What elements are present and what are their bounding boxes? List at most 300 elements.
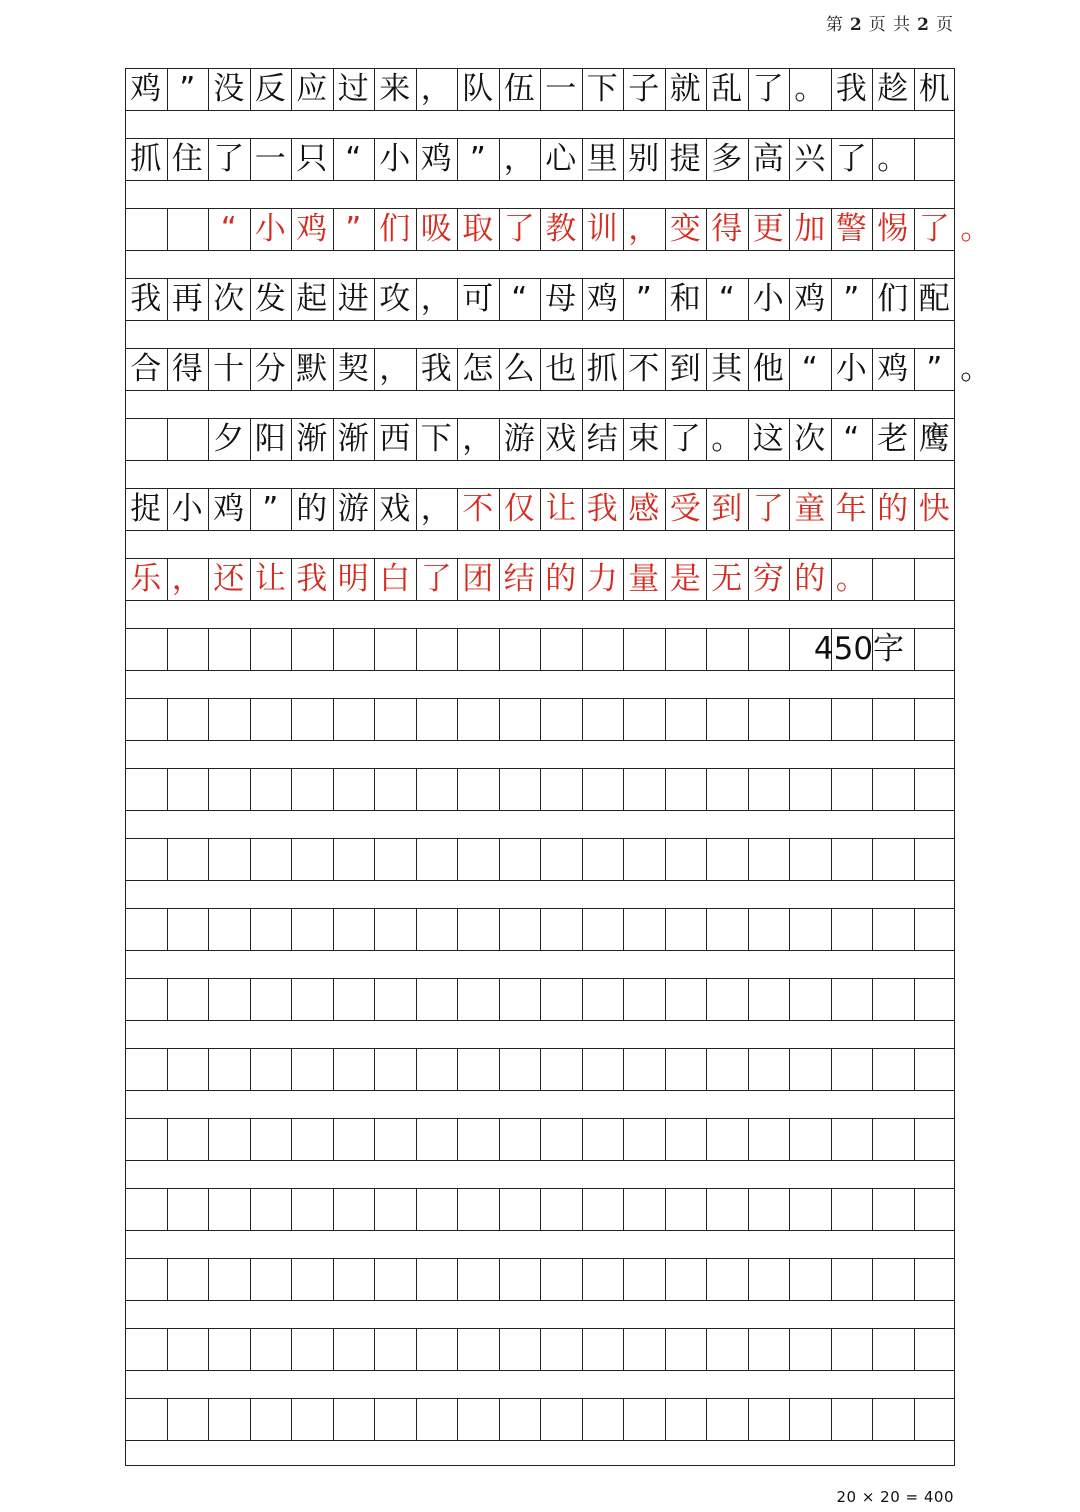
grid-row: [125, 488, 955, 530]
grid-cell: 戏: [545, 421, 577, 457]
grid-cell: 渐: [337, 421, 369, 457]
grid-cell: 鸡: [877, 351, 909, 387]
cell-divider: [623, 698, 624, 740]
cell-divider: [167, 1188, 168, 1230]
grid-cell: “: [511, 281, 528, 317]
grid-cell: 变: [669, 211, 701, 247]
cell-divider: [540, 1258, 541, 1300]
cell-divider: [499, 838, 500, 880]
grid-cell: 么: [503, 351, 535, 387]
cell-divider: [748, 1258, 749, 1300]
cell-divider: [582, 1188, 583, 1230]
cell-divider: [872, 1398, 873, 1440]
cell-divider: [291, 1258, 292, 1300]
grid-cell: 年: [835, 491, 867, 527]
cell-divider: [706, 628, 707, 670]
grid-cell: 十: [213, 351, 245, 387]
cell-divider: [872, 908, 873, 950]
total-pages: 2: [917, 15, 930, 35]
grid-cell: ”: [635, 281, 652, 317]
cell-divider: [374, 1258, 375, 1300]
grid-cell: 游: [337, 491, 369, 527]
grid-row: [125, 68, 955, 110]
cell-divider: [748, 838, 749, 880]
row-bottom-line: [125, 1090, 955, 1091]
grid-cell: 加: [794, 211, 826, 247]
grid-size-footer: 20 × 20 = 400: [836, 1488, 954, 1506]
grid-cell: 束: [628, 421, 660, 457]
grid-cell: 阳: [254, 421, 286, 457]
cell-divider: [167, 628, 168, 670]
cell-divider: [291, 628, 292, 670]
grid-cell: 这: [752, 421, 784, 457]
grid-cell: ”: [262, 491, 279, 527]
grid-cell: 结: [586, 421, 618, 457]
cell-divider: [540, 628, 541, 670]
cell-divider: [250, 1048, 251, 1090]
row-bottom-line: [125, 320, 955, 321]
grid-cell: 了: [503, 211, 535, 247]
grid-cell: 小: [835, 351, 867, 387]
grid-cell: ”: [345, 211, 362, 247]
cell-divider: [914, 1118, 915, 1160]
cell-divider: [250, 908, 251, 950]
cell-divider: [872, 978, 873, 1020]
cell-divider: [789, 768, 790, 810]
row-bottom-line: [125, 250, 955, 251]
cell-divider: [914, 698, 915, 740]
grid-cell: 惕: [877, 211, 909, 247]
cell-divider: [831, 768, 832, 810]
cell-divider: [416, 768, 417, 810]
cell-divider: [374, 1188, 375, 1230]
cell-divider: [457, 768, 458, 810]
cell-divider: [457, 838, 458, 880]
cell-divider: [831, 698, 832, 740]
cell-divider: [914, 1188, 915, 1230]
cell-divider: [665, 908, 666, 950]
grid-cell: 配: [918, 281, 950, 317]
cell-divider: [250, 1398, 251, 1440]
grid-cell: 鹰: [918, 421, 950, 457]
grid-cell: 警: [835, 211, 867, 247]
grid-row: [125, 208, 992, 250]
grid-cell: ”: [843, 281, 860, 317]
cell-divider: [748, 1048, 749, 1090]
row-bottom-line: [125, 1160, 955, 1161]
cell-divider: [665, 1188, 666, 1230]
grid-cell: 了: [752, 491, 784, 527]
grid-cell: 小: [752, 281, 784, 317]
cell-divider: [582, 908, 583, 950]
grid-cell: 鸡: [586, 281, 618, 317]
cell-divider: [167, 698, 168, 740]
cell-divider: [208, 908, 209, 950]
grid-row: [125, 908, 955, 950]
cell-divider: [416, 1328, 417, 1370]
cell-divider: [457, 1118, 458, 1160]
cell-divider: [374, 1328, 375, 1370]
grid-cell: 抓: [130, 141, 162, 177]
cell-divider: [374, 838, 375, 880]
cell-divider: [291, 1048, 292, 1090]
cell-divider: [914, 838, 915, 880]
grid-cell: 起: [296, 281, 328, 317]
grid-cell: ，: [503, 141, 535, 177]
cell-divider: [789, 978, 790, 1020]
row-bottom-line: [125, 180, 955, 181]
cell-divider: [706, 1258, 707, 1300]
grid-cell: ，: [462, 421, 494, 457]
cell-divider: [333, 1258, 334, 1300]
grid-cell: 快: [918, 491, 950, 527]
row-bottom-line: [125, 950, 955, 951]
grid-cell: 力: [586, 561, 618, 597]
grid-cell: 是: [669, 561, 701, 597]
grid-cell: 应: [296, 71, 328, 107]
cell-divider: [748, 628, 749, 670]
grid-cell: 母: [545, 281, 577, 317]
cell-divider: [374, 1398, 375, 1440]
cell-divider: [706, 908, 707, 950]
cell-divider: [291, 1398, 292, 1440]
cell-divider: [914, 1048, 915, 1090]
grid-cell: 一: [254, 141, 286, 177]
grid-cell: 的: [877, 491, 909, 527]
cell-divider: [167, 1258, 168, 1300]
cell-divider: [872, 1048, 873, 1090]
grid-cell: 鸡: [130, 71, 162, 107]
grid-cell: 到: [669, 351, 701, 387]
cell-divider: [374, 978, 375, 1020]
cell-divider: [208, 628, 209, 670]
grid-cell: 的: [794, 561, 826, 597]
grid-cell: 无: [711, 561, 743, 597]
grid-cell: 攻: [379, 281, 411, 317]
cell-divider: [665, 978, 666, 1020]
grid-cell: 让: [545, 491, 577, 527]
cell-divider: [706, 978, 707, 1020]
cell-divider: [582, 838, 583, 880]
cell-divider: [540, 1048, 541, 1090]
cell-divider: [706, 1328, 707, 1370]
cell-divider: [333, 768, 334, 810]
grid-cell: 捉: [130, 491, 162, 527]
grid-cell: 夕: [213, 421, 245, 457]
grid-cell: 们: [379, 211, 411, 247]
cell-divider: [333, 698, 334, 740]
cell-divider: [831, 1188, 832, 1230]
grid-cell: 了: [420, 561, 452, 597]
grid-cell: “: [345, 141, 362, 177]
grid-cell: 我: [130, 281, 162, 317]
cell-divider: [499, 1328, 500, 1370]
cell-divider: [831, 1118, 832, 1160]
grid-cell: 过: [337, 71, 369, 107]
cell-divider: [167, 978, 168, 1020]
cell-divider: [499, 698, 500, 740]
grid-row: [125, 978, 955, 1020]
cell-divider: [623, 978, 624, 1020]
grid-cell: 不: [462, 491, 494, 527]
cell-divider: [623, 1328, 624, 1370]
grid-cell: 多: [711, 141, 743, 177]
grid-cell: ，: [171, 561, 203, 597]
grid-cell: 。: [960, 211, 992, 247]
cell-divider: [333, 838, 334, 880]
grid-row: [125, 698, 955, 740]
row-bottom-line: [125, 390, 955, 391]
grid-cell: 其: [711, 351, 743, 387]
cell-divider: [789, 698, 790, 740]
grid-cell: ，: [420, 281, 452, 317]
cell-divider: [416, 838, 417, 880]
cell-divider: [250, 1118, 251, 1160]
grid-cell: 鸡: [296, 211, 328, 247]
cell-divider: [831, 978, 832, 1020]
grid-row: [125, 278, 955, 320]
grid-cell: 。: [877, 141, 909, 177]
grid-cell: 到: [711, 491, 743, 527]
grid-cell: 吸: [420, 211, 452, 247]
cell-divider: [831, 1328, 832, 1370]
grid-cell: 我: [835, 71, 867, 107]
cell-divider: [416, 628, 417, 670]
cell-divider: [623, 838, 624, 880]
cell-divider: [457, 1328, 458, 1370]
cell-divider: [457, 908, 458, 950]
grid-cell: 我: [586, 491, 618, 527]
grid-cell: 心: [545, 141, 577, 177]
grid-cell: [125, 208, 167, 250]
row-bottom-line: [125, 1370, 955, 1371]
grid-cell: 一: [545, 71, 577, 107]
grid-cell: 。: [960, 351, 992, 387]
cell-divider: [706, 838, 707, 880]
grid-row: [125, 418, 955, 460]
grid-row: [125, 1118, 955, 1160]
cell-divider: [831, 1258, 832, 1300]
grid-cell: ”: [926, 351, 943, 387]
grid-cell: 小: [254, 211, 286, 247]
grid-cell: 穷: [752, 561, 784, 597]
grid-row: [125, 838, 955, 880]
grid-cell: 进: [337, 281, 369, 317]
grid-cell: 童: [794, 491, 826, 527]
grid-cell: 还: [213, 561, 245, 597]
row-bottom-line: [125, 1020, 955, 1021]
cell-divider: [789, 628, 790, 670]
cell-divider: [789, 1258, 790, 1300]
grid-cell: 兴: [794, 141, 826, 177]
grid-cell: 机: [918, 71, 950, 107]
cell-divider: [914, 628, 915, 670]
grid-cell: [125, 418, 167, 460]
cell-divider: [706, 1118, 707, 1160]
cell-divider: [914, 768, 915, 810]
cell-divider: [250, 768, 251, 810]
grid-cell: 没: [213, 71, 245, 107]
grid-cell: 明: [337, 561, 369, 597]
cell-divider: [623, 1118, 624, 1160]
grid-cell: 乐: [130, 561, 162, 597]
cell-divider: [250, 1188, 251, 1230]
grid-cell: 鸡: [794, 281, 826, 317]
header-suffix: 页: [936, 15, 954, 35]
grid-cell: 我: [296, 561, 328, 597]
grid-cell: 。: [711, 421, 743, 457]
grid-cell: 次: [794, 421, 826, 457]
cell-divider: [167, 1328, 168, 1370]
cell-divider: [457, 1258, 458, 1300]
cell-divider: [457, 1048, 458, 1090]
grid-cell: 默: [296, 351, 328, 387]
cell-divider: [208, 1118, 209, 1160]
cell-divider: [748, 908, 749, 950]
grid-cell: ，: [420, 491, 452, 527]
cell-divider: [914, 558, 915, 600]
row-bottom-line: [125, 670, 955, 671]
cell-divider: [540, 978, 541, 1020]
grid-cell: 趁: [877, 71, 909, 107]
cell-divider: [250, 978, 251, 1020]
grid-cell: “: [220, 211, 237, 247]
cell-divider: [457, 628, 458, 670]
cell-divider: [333, 1328, 334, 1370]
cell-divider: [582, 1118, 583, 1160]
cell-divider: [457, 1398, 458, 1440]
cell-divider: [831, 838, 832, 880]
row-bottom-line: [125, 460, 955, 461]
cell-divider: [914, 1328, 915, 1370]
cell-divider: [374, 628, 375, 670]
cell-divider: [748, 1398, 749, 1440]
cell-divider: [872, 1118, 873, 1160]
cell-divider: [872, 1188, 873, 1230]
cell-divider: [540, 768, 541, 810]
cell-divider: [914, 1258, 915, 1300]
row-bottom-line: [125, 1300, 955, 1301]
cell-divider: [333, 908, 334, 950]
cell-divider: [831, 1398, 832, 1440]
cell-divider: [665, 698, 666, 740]
cell-divider: [623, 1048, 624, 1090]
grid-row: [125, 138, 955, 180]
cell-divider: [623, 1258, 624, 1300]
grid-cell: ，: [379, 351, 411, 387]
cell-divider: [914, 1398, 915, 1440]
grid-cell: 不: [628, 351, 660, 387]
grid-cell: 西: [379, 421, 411, 457]
grid-cell: 了: [918, 211, 950, 247]
cell-divider: [582, 628, 583, 670]
cell-divider: [208, 768, 209, 810]
cell-divider: [374, 1048, 375, 1090]
cell-divider: [416, 908, 417, 950]
grid-cell: ”: [179, 71, 196, 107]
cell-divider: [499, 628, 500, 670]
grid-cell: 来: [379, 71, 411, 107]
cell-divider: [872, 698, 873, 740]
row-bottom-line: [125, 740, 955, 741]
cell-divider: [789, 1188, 790, 1230]
cell-divider: [706, 1188, 707, 1230]
cell-divider: [291, 698, 292, 740]
grid-cell: 伍: [503, 71, 535, 107]
cell-divider: [706, 1048, 707, 1090]
grid-cell: 。: [835, 561, 867, 597]
grid-cell: 训: [586, 211, 618, 247]
grid-cell: 了: [752, 71, 784, 107]
cell-divider: [333, 628, 334, 670]
cell-divider: [167, 768, 168, 810]
cell-divider: [167, 1048, 168, 1090]
grid-cell: 教: [545, 211, 577, 247]
grid-cell: 我: [420, 351, 452, 387]
header-middle: 页 共: [868, 15, 912, 35]
cell-divider: [540, 1188, 541, 1230]
grid-cell: 住: [171, 141, 203, 177]
grid-row: [125, 1048, 955, 1090]
cell-divider: [748, 978, 749, 1020]
grid-cell: 小: [171, 491, 203, 527]
row-bottom-line: [125, 1230, 955, 1231]
cell-divider: [291, 838, 292, 880]
cell-divider: [914, 978, 915, 1020]
row-bottom-line: [125, 810, 955, 811]
grid-cell: 契: [337, 351, 369, 387]
cell-divider: [623, 908, 624, 950]
grid-cell: 再: [171, 281, 203, 317]
row-bottom-line: [125, 530, 955, 531]
grid-cell: 队: [462, 71, 494, 107]
cell-divider: [374, 1118, 375, 1160]
grid-cell: 老: [877, 421, 909, 457]
cell-divider: [665, 1328, 666, 1370]
cell-divider: [499, 908, 500, 950]
grid-cell: 次: [213, 281, 245, 317]
cell-divider: [540, 1328, 541, 1370]
grid-cell: 仅: [503, 491, 535, 527]
page-number-header: [826, 10, 954, 35]
cell-divider: [914, 138, 915, 180]
cell-divider: [499, 1188, 500, 1230]
grid-cell: 了: [835, 141, 867, 177]
grid-cell: 合: [130, 351, 162, 387]
grid-cell: 白: [379, 561, 411, 597]
row-bottom-line: [125, 600, 955, 601]
cell-divider: [333, 1048, 334, 1090]
cell-divider: [582, 978, 583, 1020]
grid-cell: 鸡: [420, 141, 452, 177]
grid-cell: ，: [628, 211, 660, 247]
grid-cell: [167, 418, 209, 460]
grid-cell: 他: [752, 351, 784, 387]
cell-divider: [250, 838, 251, 880]
cell-divider: [167, 908, 168, 950]
cell-divider: [457, 978, 458, 1020]
grid-cell: “: [801, 351, 818, 387]
cell-divider: [665, 628, 666, 670]
grid-cell: “: [718, 281, 735, 317]
grid-cell: ”: [469, 141, 486, 177]
cell-divider: [167, 1398, 168, 1440]
cell-divider: [499, 1048, 500, 1090]
header-prefix: 第: [825, 15, 844, 35]
cell-divider: [499, 1258, 500, 1300]
grid-cell: 乱: [711, 71, 743, 107]
cell-divider: [416, 1398, 417, 1440]
